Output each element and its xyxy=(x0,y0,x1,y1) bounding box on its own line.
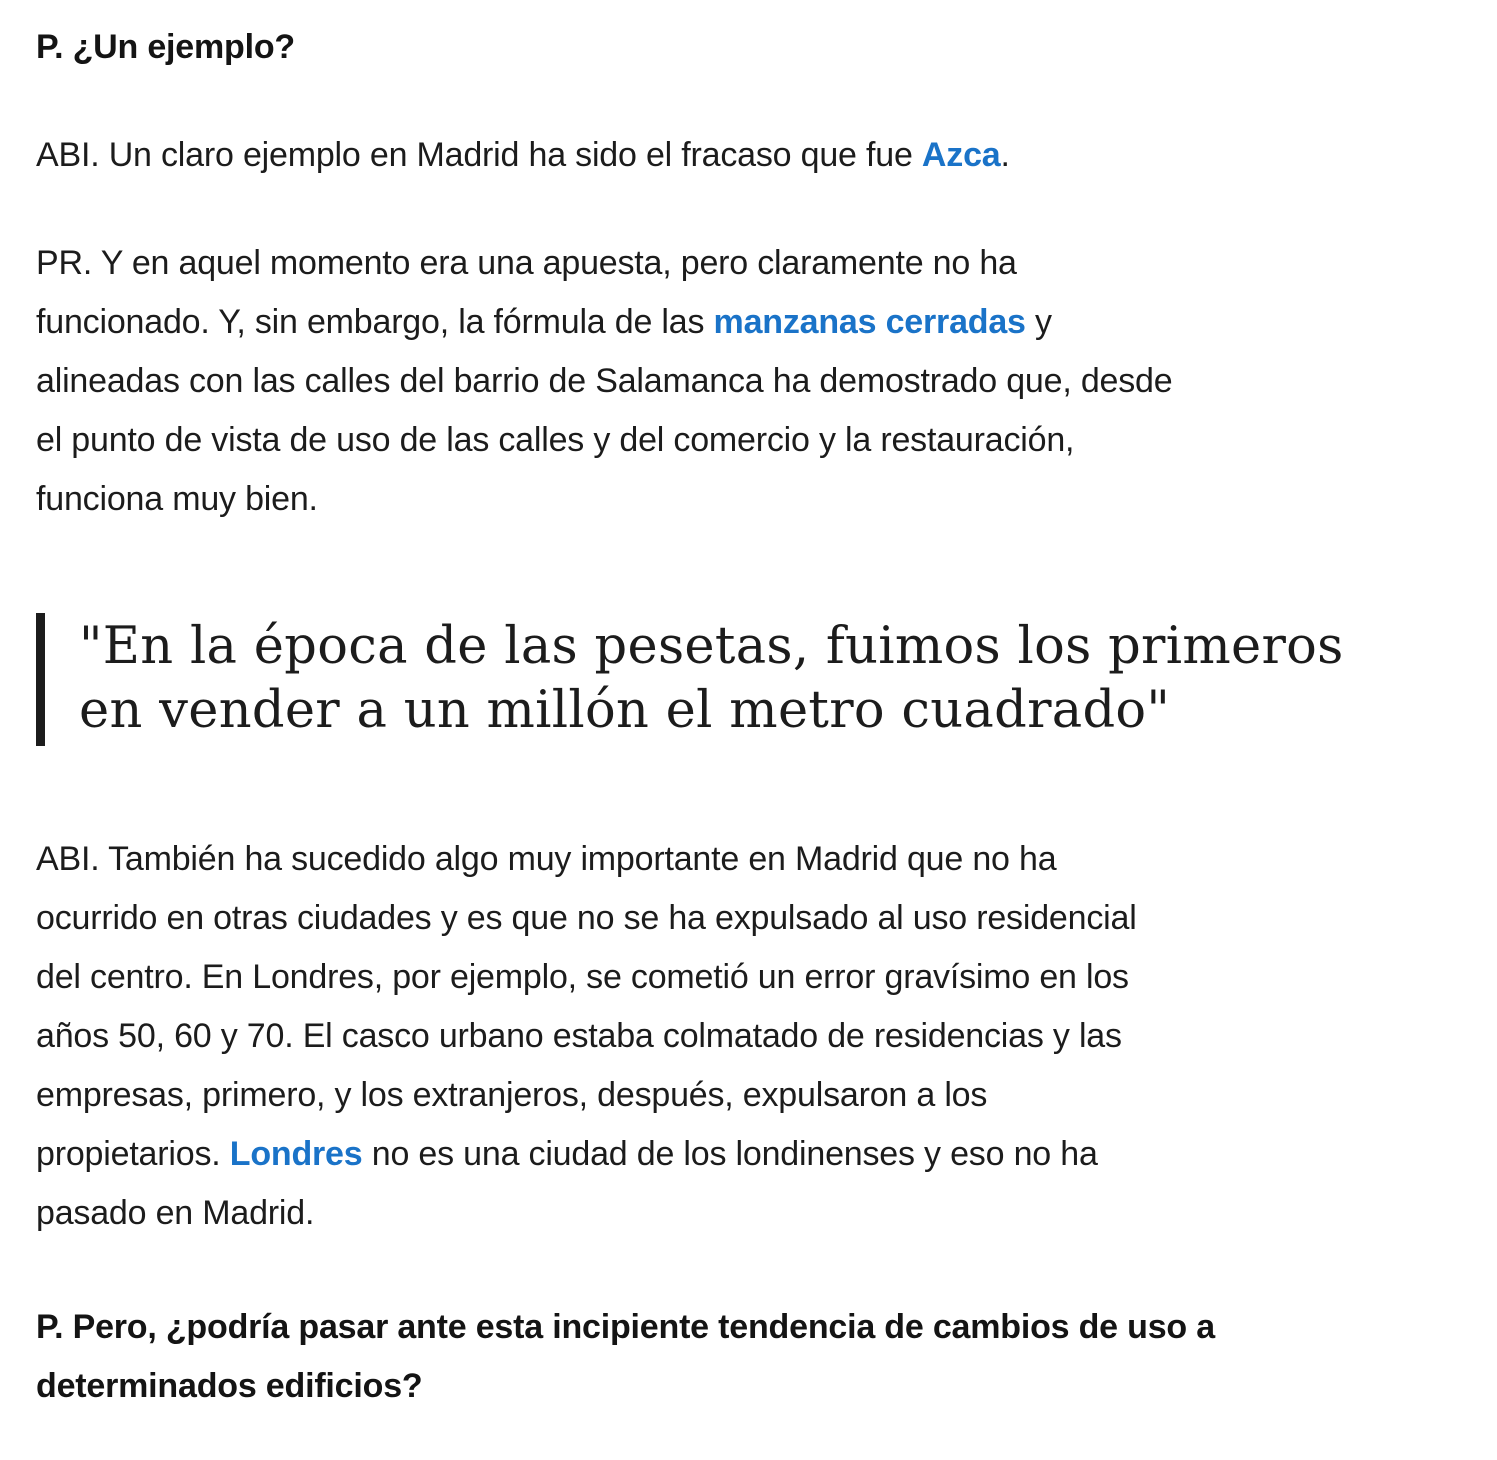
answer-abi-londres-block xyxy=(36,830,1396,1243)
question-text: P. ¿Un ejemplo? xyxy=(36,28,295,66)
londres-link[interactable]: Londres xyxy=(229,1135,363,1173)
question-cambios-block xyxy=(36,1298,1396,1416)
answer-line-5: funciona muy bien. xyxy=(36,480,318,518)
question-line-2: determinados edificios? xyxy=(36,1367,423,1405)
answer-line-4: años 50, 60 y 70. El casco urbano estaba colmatado de residencias y las xyxy=(36,1017,1122,1055)
answer-line-1: ABI. También ha sucedido algo muy importante en Madrid que no ha xyxy=(36,840,1057,878)
pull-quote-line-1: "En la época de las pesetas, fuimos los primeros xyxy=(79,617,1344,676)
answer-line-2: ocurrido en otras ciudades y es que no se ha expulsado al uso residencial xyxy=(36,899,1137,937)
answer-line-5: empresas, primero, y los extranjeros, después, expulsaron a los xyxy=(36,1076,988,1114)
answer-line-4: el punto de vista de uso de las calles y del comercio y la restauración, xyxy=(36,421,1075,459)
answer-line-3: del centro. En Londres, por ejemplo, se cometió un error gravísimo en los xyxy=(36,958,1129,996)
answer-line-2-end: y xyxy=(1025,303,1052,341)
pull-quote-line-2: en vender a un millón el metro cuadrado" xyxy=(79,681,1171,740)
answer-line-1: PR. Y en aquel momento era una apuesta, pero claramente no ha xyxy=(36,244,1017,282)
article-body xyxy=(36,18,1396,529)
question-line-1: P. Pero, ¿podría pasar ante esta incipiente tendencia de cambios de uso a xyxy=(36,1308,1215,1346)
answer-abi-azca xyxy=(36,126,1396,185)
pull-quote-text xyxy=(79,615,1344,743)
pull-quote-bar xyxy=(36,613,45,746)
answer-line-2-start: funcionado. Y, sin embargo, la fórmula de las xyxy=(36,303,714,341)
answer-text: ABI. Un claro ejemplo en Madrid ha sido el fracaso que fue xyxy=(36,136,922,174)
pull-quote xyxy=(36,613,1376,746)
answer-line-6-end: no es una ciudad de los londinenses y eso no ha xyxy=(362,1135,1098,1173)
answer-line-3: alineadas con las calles del barrio de Salamanca ha demostrado que, desde xyxy=(36,362,1173,400)
azca-link[interactable]: Azca xyxy=(921,136,1001,174)
answer-text-end: . xyxy=(1000,136,1010,174)
answer-line-7: pasado en Madrid. xyxy=(36,1194,315,1232)
answer-pr-manzanas xyxy=(36,234,1396,529)
question-un-ejemplo xyxy=(36,18,1396,77)
answer-abi-londres xyxy=(36,830,1396,1243)
manzanas-cerradas-link[interactable]: manzanas cerradas xyxy=(713,303,1026,341)
answer-line-6-start: propietarios. xyxy=(36,1135,230,1173)
question-cambios-de-uso xyxy=(36,1298,1396,1416)
